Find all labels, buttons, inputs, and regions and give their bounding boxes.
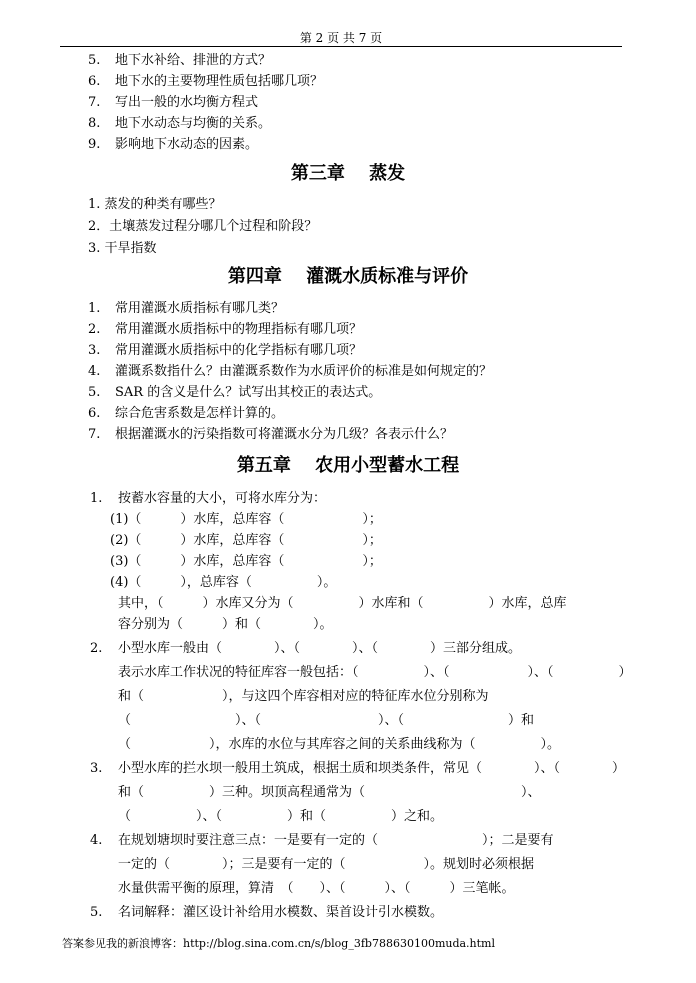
fill-blank-line: 和（ ），与这四个库容相对应的特征库水位分别称为 (118, 689, 489, 704)
footer-blog-link[interactable]: 答案参见我的新浪博客：http://blog.sina.com.cn/s/blog_3fb788630100muda.html (62, 937, 496, 950)
list-item-number: 2. (88, 322, 101, 337)
question-text: 小型水库一般由（ ）、（ ）、（ ）三部分组成。 (118, 641, 522, 656)
fill-blank-line: 其中，（ ）水库又分为（ ）水库和（ ）水库，总库 (118, 596, 567, 611)
list-item: 地下水补给、排泄的方式？ (115, 53, 272, 68)
fill-blank-line: (4)（ ），总库容（ ）。 (110, 575, 337, 590)
fill-blank-line: (1)（ ）水库，总库容（ ）； (110, 512, 382, 527)
question-number: 1. (90, 491, 103, 506)
fill-blank-line: 水量供需平衡的原理，算清 （ ）、（ ）、（ ）三笔帐。 (118, 881, 515, 896)
list-item: 影响地下水动态的因素。 (115, 137, 259, 152)
fill-blank-line: （ ）、（ ）和（ ）之和。 (118, 809, 444, 824)
fill-blank-line: 表示水库工作状况的特征库容一般包括：（ ）、（ ）、（ ） (118, 665, 632, 680)
chapter3-title: 第三章 蒸发 (290, 163, 406, 184)
page-header: 第 2 页 共 7 页 (60, 30, 622, 47)
list-item-number: 7. (88, 95, 101, 110)
list-item: 2．土壤蒸发过程分哪几个过程和阶段？ (88, 219, 318, 234)
list-item: 1. 蒸发的种类有哪些？ (88, 197, 222, 212)
question-number: 4. (90, 833, 103, 848)
fill-blank-line: （ ）、（ ）、（ ）和 (118, 713, 535, 728)
list-item-number: 3. (88, 343, 101, 358)
list-item: 地下水动态与均衡的关系。 (115, 116, 272, 131)
list-item: 常用灌溉水质指标中的化学指标有哪几项？ (115, 343, 363, 358)
list-item-number: 9. (88, 137, 101, 152)
list-item: 灌溉系数指什么？由灌溉系数作为水质评价的标准是如何规定的？ (115, 364, 493, 379)
list-item: 根据灌溉水的污染指数可将灌溉水分为几级？各表示什么？ (115, 427, 454, 442)
list-item: 常用灌溉水质指标中的物理指标有哪几项？ (115, 322, 363, 337)
list-item-number: 5. (88, 385, 101, 400)
question-text: 名词解释：灌区设计补给用水模数、渠首设计引水模数。 (118, 905, 444, 920)
list-item-number: 7. (88, 427, 101, 442)
fill-blank-line: 和（ ）三种。坝顶高程通常为（ ）、 (118, 785, 541, 800)
question-text: 小型水库的拦水坝一般用土筑成，根据土质和坝类条件，常见（ ）、（ ） (118, 761, 626, 776)
chapter4-title: 第四章 灌溉水质标准与评价 (227, 266, 469, 287)
list-item-number: 1. (88, 301, 101, 316)
list-item-number: 6. (88, 74, 101, 89)
list-item: 常用灌溉水质指标有哪几类？ (115, 301, 285, 316)
list-item: 写出一般的水均衡方程式 (115, 95, 259, 110)
list-item-number: 6. (88, 406, 101, 421)
fill-blank-line: （ ），水库的水位与其库容之间的关系曲线称为（ ）。 (118, 737, 561, 752)
list-item-number: 4. (88, 364, 101, 379)
fill-blank-line: 容分别为（ ）和（ ）。 (118, 617, 333, 632)
list-item: 3. 干旱指数 (88, 241, 157, 256)
list-item-number: 8. (88, 116, 101, 131)
question-text: 按蓄水容量的大小，可将水库分为： (118, 491, 327, 506)
fill-blank-line: (3)（ ）水库，总库容（ ）； (110, 554, 382, 569)
list-item: SAR 的含义是什么？试写出其校正的表达式。 (115, 385, 382, 400)
question-number: 3. (90, 761, 103, 776)
list-item: 地下水的主要物理性质包括哪几项？ (115, 74, 324, 89)
fill-blank-line: (2)（ ）水库，总库容（ ）； (110, 533, 382, 548)
fill-blank-line: 一定的（ ）；三是要有一定的（ ）。规划时必须根据 (118, 857, 535, 872)
question-number: 2. (90, 641, 103, 656)
chapter5-title: 第五章 农用小型蓄水工程 (236, 455, 460, 476)
list-item: 综合危害系数是怎样计算的。 (115, 406, 285, 421)
question-text: 在规划塘坝时要注意三点：一是要有一定的（ ）；二是要有 (118, 833, 554, 848)
list-item-number: 5. (88, 53, 101, 68)
question-number: 5. (90, 905, 103, 920)
